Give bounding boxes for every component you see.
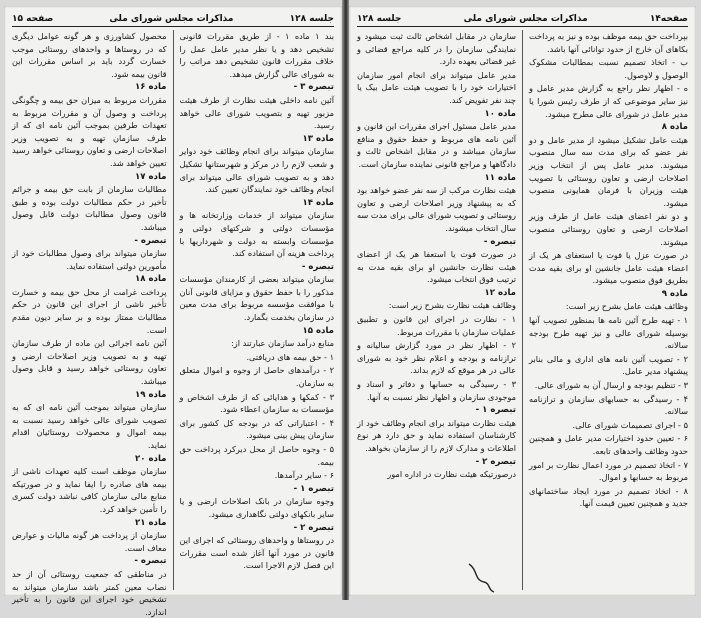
article-heading: ماده ۹ (661, 288, 688, 299)
article-heading: ماده ۱۶ (134, 82, 167, 93)
paragraph: سازمان میتواند بعضی از کارمندان مؤسسات مذکور را با حفظ حقوق و مزایای قانونی آنان با موافقت مؤسسه مربوط برای مدت معین در سازمان بخدمت بگمارد. (179, 274, 334, 323)
paragraph: بند ۱ ماده ۱ - از طریق مقررات قانونی تشخیص دهد و یا نظر مدیر عامل عمل را خلاف مقررات قانون تشخیص دهد مراتب را به شورای عالی گزارش میدهد. (179, 31, 334, 79)
paragraph: وظائف هیئت نظارت بشرح زیر است: (388, 300, 516, 311)
paragraph: سازمان میتواند برای وصول مطالبات خود از مأمورین دولتی استفاده نماید. (12, 248, 167, 271)
right-page-header (357, 12, 688, 27)
right-page-body (357, 30, 688, 590)
paragraph: ۳ - کمکها و هدایائی که از طرف اشخاص و مؤسسات به سازمان اعطاء شود. (179, 391, 334, 415)
paragraph: ۶ - سایر درآمدها. (274, 470, 334, 481)
paragraph: آئین نامه اجرائی این ماده از طرف سازمان تهیه و به تصویب وزیر اصلاحات ارضی و تعاون روستائی خواهد رسید و قابل وصول میباشد. (12, 338, 167, 387)
paragraph: سازمان موظف است کلیه تعهدات ناشی از بیمه های صادره را ایفا نماید و در صورتیکه منابع مالی سازمان کافی نباشد دولت کسری را تأمین خواهد کرد. (12, 466, 167, 514)
paragraph: ۱ - تهیه طرح آئین نامه ها بمنظور تصویب آنها بوسیله شورای عالی و نیز تهیه طرح بودجه سالانه. (529, 315, 688, 351)
paragraph: ۸ - اتخاذ تصمیم در مورد ایجاد ساختمانهای جدید و همچنین تعیین قیمت آنها. (529, 485, 688, 509)
paragraph: سازمان میتواند بموجب آئین نامه ای که به تصویب شورای عالی خواهد رسید نسبت به بیمه اموال و محصولات روستائیان اقدام نماید. (12, 402, 167, 450)
left-page (4, 6, 342, 617)
paragraph: وجوه سازمان در بانک اصلاحات ارضی و یا سایر بانکهای دولتی نگاهداری میشود. (179, 496, 334, 519)
paragraph: ۲ - اظهار نظر در مورد گزارش سالیانه و ترازنامه و بودجه و اعلام نظر خود به شورای عالی در هر موقع که لازم بداند. (357, 340, 516, 376)
column-divider (522, 30, 523, 590)
paragraph: سازمان میتواند از خدمات وزارتخانه ها و مؤسسات دولتی و شرکتهای دولتی و مؤسسات وابسته به دولت و شهرداریها با پرداخت هزینه آن استفاده کند. (179, 210, 334, 259)
note-heading: تبصره - (483, 236, 516, 247)
left-journal-title: مذاکرات مجلس شورای ملی (109, 14, 234, 24)
note-heading: تبصره ۱ - (293, 483, 334, 494)
left-page-header (12, 12, 334, 27)
paragraph: ه - اظهار نظر راجع به گزارش مدیر عامل و نیز سایر موضوعی که از طرف رئیس شورا یا مدیر عامل در شورای عالی مطرح میشود. (529, 83, 688, 119)
article-heading: ماده ۱۹ (134, 389, 167, 400)
right-page-column-right (529, 30, 688, 590)
paragraph: ۱ - حق بیمه های دریافتی. (246, 351, 334, 362)
paragraph: مدیر عامل مسئول اجرای مقررات این قانون و آئین نامه های مربوط و حفظ حقوق و منافع سازمان میباشد و در مقابل اشخاص ثالث و دادگاهها و مراجع قانونی نماینده سازمان است. (357, 121, 516, 169)
paragraph: مدیر عامل میتواند برای انجام امور سازمان اختیارات خود را با تصویب هیئت عامل بیک یا چند نفر تفویض کند. (357, 69, 516, 105)
paragraph: سازمان میتواند برای انجام وظائف خود دوایر و شعب لازم را در مرکز و شهرستانها تشکیل دهد و به تصویب شورای عالی میتواند برای انجام وظائف خود نمایندگان تعیین کند. (179, 146, 334, 195)
paragraph: آئین نامه داخلی هیئت نظارت از طرف هیئت مزبور تهیه و بتصویب شورای عالی خواهد رسید. (179, 94, 334, 131)
note-heading: تبصره ۲ - (293, 522, 334, 533)
article-heading: ماده ۱۷ (134, 171, 167, 182)
left-session-label: جلسه ۱۲۸ (289, 14, 334, 24)
paragraph: ۷ - اتخاذ تصمیم در مورد اعمال نظارت بر امور مربوط به حسابها و اموال. (529, 459, 688, 483)
article-heading: ماده ۸ (661, 122, 688, 133)
article-heading: ماده ۱۰ (484, 108, 516, 119)
article-heading: ماده ۱۳ (302, 133, 334, 144)
article-heading: ماده ۱۱ (484, 172, 516, 183)
paragraph: ۴ - رسیدگی به حسابهای سازمان و ترازنامه سالانه. (529, 393, 688, 417)
article-heading: ماده ۱۲ (484, 287, 516, 298)
paragraph: ب - اتخاذ تصمیم نسبت بمطالبات مشکوک الوصول و لاوصول. (529, 57, 688, 80)
paragraph: درصورتیکه هیئت نظارت در اداره امور (387, 469, 516, 480)
article-heading: ماده ۱۸ (134, 274, 167, 285)
paragraph: هیئت عامل تشکیل میشود از مدیر عامل و دو نفر عضو که برای مدت سه سال منصوب میشوند. مدیر عامل پس از انتخاب وزیر اصلاحات ارضی و تعاون روستائی با تصویب هیئت وزیران با فرمان همایونی منصوب میشود. (529, 134, 688, 208)
right-journal-title: مذاکرات مجلس شورای ملی (463, 14, 588, 24)
paragraph: ۴ - اعتباراتی که در بودجه کل کشور برای سازمان پیش بینی میشود. (179, 417, 334, 441)
note-heading: تبصره ۳ - (293, 82, 334, 93)
note-heading: تبصره - (134, 556, 167, 567)
column-divider (173, 30, 174, 590)
book-gutter (342, 0, 349, 600)
left-page-number: صفحه ۱۵ (12, 14, 54, 24)
paragraph: ۶ - تعیین حدود اختیارات مدیر عامل و همچنین حدود وظائف واحدهای تابعه. (529, 433, 688, 456)
article-heading: ماده ۱۵ (302, 325, 334, 336)
paragraph: ۲ - درآمدهای حاصل از وجوه و اموال متعلق به سازمان. (179, 365, 334, 389)
left-page-body (12, 30, 334, 617)
paragraph: ۳ - تنظیم بودجه و ارسال آن به شورای عالی. (534, 380, 688, 391)
paragraph: در روستاها و واحدهای روستائی که اجرای این قانون در مورد آنها آغاز شده است مقررات این فصل لازم الاجرا است. (179, 535, 334, 571)
left-page-column-left (12, 30, 167, 617)
paragraph: وظائف هیئت عامل بشرح زیر است: (565, 301, 688, 312)
paragraph: ۱ - نظارت در اجرای این قانون و تطبیق عملیات سازمان با مقررات مربوط. (357, 314, 516, 337)
note-heading: تبصره - (301, 261, 334, 272)
right-page-column-left (357, 30, 516, 590)
paragraph: در صورت فوت یا استعفا هر یک از اعضای هیئت نظارت جانشین او برای بقیه مدت به ترتیب فوق انتخاب میشود. (357, 249, 516, 285)
paragraph: هیئت نظارت مرکب از سه نفر عضو خواهد بود که به پیشنهاد وزیر اصلاحات ارضی و تعاون روستائی و تصویب شورای عالی برای مدت سه سال انتخاب میشوند. (357, 185, 516, 233)
paragraph: محصول کشاورزی و هر گونه عوامل دیگری که در روستاها و واحدهای روستائی موجب خسارت گردد باید بر اساس مقررات این قانون بیمه شود. (12, 31, 167, 79)
paragraph: در مناطقی که جمعیت روستائی آن از حد نصاب معین کمتر باشد سازمان میتواند به تشخیص خود اجرای این قانون را به تأخیر اندازد. (12, 568, 167, 617)
paragraph: در صورت عزل یا فوت یا استعفای هر یک از اعضاء هیئت عامل جانشین او برای بقیه مدت بطریق فوق منصوب میشود. (529, 250, 688, 286)
note-heading: تبصره ۱ - (475, 405, 516, 416)
paragraph: پرداخت غرامت از محل حق بیمه و خسارت تأخیر ناشی از اجرای این قانون در حکم مطالبات ممتاز بوده و بر سایر دیون مقدم است. (12, 286, 167, 335)
right-page (349, 6, 696, 596)
paragraph: منابع درآمد سازمان عبارتند از: (231, 338, 334, 349)
article-heading: ماده ۱۴ (302, 197, 334, 208)
paragraph: هیئت نظارت میتواند برای انجام وظائف خود از کارشناسان استفاده نماید و حق دارد هر نوع اطلاعات و مدارک لازم را از سازمان بخواهد. (357, 417, 516, 453)
paragraph: بپرداخت حق بیمه موظف بوده و نیز به پرداخت بکاهای آن خارج از حدود توانائی آنها باشد. (529, 31, 688, 54)
right-page-number: صفحه۱۴ (649, 14, 688, 24)
paragraph: مطالبات سازمان از بابت حق بیمه و جرائم تأخیر در حکم مطالبات دولت بوده و طبق قانون وصول مطالبات دولت قابل وصول میباشد. (12, 184, 167, 232)
note-heading: تبصره - (134, 235, 167, 246)
article-heading: ماده ۲۱ (134, 517, 167, 528)
article-heading: ماده ۲۰ (134, 453, 167, 464)
paragraph: و دو نفر اعضای هیئت عامل از طرف وزیر اصلاحات ارضی و تعاون روستائی منصوب میشوند. (529, 211, 688, 247)
paragraph: سازمان از پرداخت هر گونه مالیات و عوارض معاف است. (12, 530, 167, 553)
left-page-column-right (180, 30, 335, 590)
note-heading: تبصره ۲ - (475, 456, 516, 467)
paragraph: ۵ - وجوه حاصل از محل دیرکرد پرداخت حق بیمه. (179, 444, 334, 467)
paragraph: ۲ - تصویب آئین نامه های اداری و مالی بنابر پیشنهاد مدیر عامل. (529, 353, 688, 377)
paragraph: سازمان در مقابل اشخاص ثالث ثبت میشود و نمایندگی سازمان را در کلیه مراجع قضائی و غیر قضائی بعهده دارد. (357, 31, 516, 67)
right-session-label: جلسه ۱۲۸ (357, 14, 402, 24)
paragraph: ۳ - رسیدگی به حسابها و دفاتر و اسناد و موجودی سازمان و اظهار نظر نسبت به آنها. (357, 379, 516, 402)
paragraph: ۵ - اجرای تصمیمات شورای عالی. (572, 419, 688, 430)
handwritten-mark (464, 556, 504, 596)
paragraph: مقررات مربوط به میزان حق بیمه و چگونگی پرداخت و وصول آن و مقررات مربوط به تعهدات طرفین بموجب آئین نامه ای که از طرف سازمان تهیه و به تصویب وزیر اصلاحات ارضی و تعاون روستائی خواهد رسید تعیین خواهد شد. (12, 94, 167, 168)
